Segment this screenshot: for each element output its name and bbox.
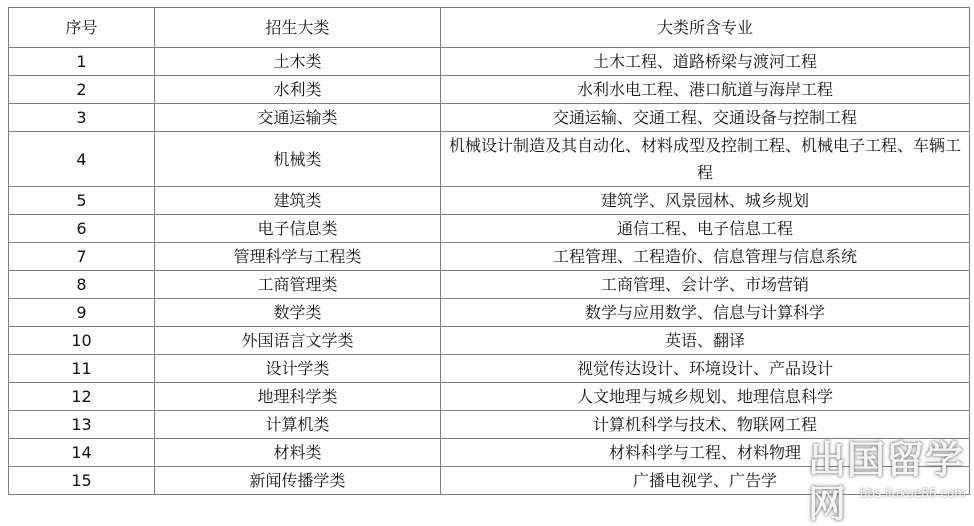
table-row (9, 187, 970, 215)
table-row (9, 327, 970, 355)
row-no: 13 (9, 411, 155, 439)
row-majors: 土木工程、道路桥梁与渡河工程 (441, 48, 970, 76)
row-no: 4 (9, 132, 155, 187)
row-category: 外国语言文学类 (155, 327, 441, 355)
row-majors: 计算机科学与技术、物联网工程 (441, 411, 970, 439)
table-row (9, 104, 970, 132)
row-majors: 建筑学、风景园林、城乡规划 (441, 187, 970, 215)
table-row (9, 467, 970, 495)
header-row (9, 8, 970, 48)
row-category: 管理科学与工程类 (155, 243, 441, 271)
table-row (9, 48, 970, 76)
row-majors: 工程管理、工程造价、信息管理与信息系统 (441, 243, 970, 271)
row-no: 12 (9, 383, 155, 411)
table-row (9, 132, 970, 187)
table-row (9, 439, 970, 467)
row-category: 计算机类 (155, 411, 441, 439)
table-row (9, 271, 970, 299)
row-category: 土木类 (155, 48, 441, 76)
row-category: 机械类 (155, 132, 441, 187)
row-no: 7 (9, 243, 155, 271)
watermark-url: bbs.liuxue86.com (859, 486, 966, 500)
row-category: 工商管理类 (155, 271, 441, 299)
row-no: 15 (9, 467, 155, 495)
row-no: 2 (9, 76, 155, 104)
majors-table (8, 7, 970, 495)
row-majors: 英语、翻译 (441, 327, 970, 355)
row-category: 新闻传播学类 (155, 467, 441, 495)
row-category: 水利类 (155, 76, 441, 104)
row-majors: 视觉传达设计、环境设计、产品设计 (441, 355, 970, 383)
row-majors: 机械设计制造及其自动化、材料成型及控制工程、机械电子工程、车辆工程 (441, 132, 970, 187)
row-majors: 材料科学与工程、材料物理 (441, 439, 970, 467)
row-no: 8 (9, 271, 155, 299)
header-no: 序号 (9, 8, 155, 48)
table-row (9, 243, 970, 271)
table-row (9, 76, 970, 104)
table-row (9, 299, 970, 327)
row-majors: 通信工程、电子信息工程 (441, 215, 970, 243)
row-no: 6 (9, 215, 155, 243)
row-category: 建筑类 (155, 187, 441, 215)
row-category: 电子信息类 (155, 215, 441, 243)
row-category: 数学类 (155, 299, 441, 327)
row-no: 10 (9, 327, 155, 355)
header-majors: 大类所含专业 (441, 8, 970, 48)
row-majors: 交通运输、交通工程、交通设备与控制工程 (441, 104, 970, 132)
row-majors: 水利水电工程、港口航道与海岸工程 (441, 76, 970, 104)
row-majors: 数学与应用数学、信息与计算科学 (441, 299, 970, 327)
row-category: 交通运输类 (155, 104, 441, 132)
row-no: 1 (9, 48, 155, 76)
watermark-logo: 出国留学网 (808, 438, 965, 526)
row-no: 9 (9, 299, 155, 327)
row-majors: 广播电视学、广告学 (441, 467, 970, 495)
row-no: 11 (9, 355, 155, 383)
row-category: 地理科学类 (155, 383, 441, 411)
row-majors: 人文地理与城乡规划、地理信息科学 (441, 383, 970, 411)
row-no: 14 (9, 439, 155, 467)
table-row (9, 383, 970, 411)
row-category: 材料类 (155, 439, 441, 467)
row-majors: 工商管理、会计学、市场营销 (441, 271, 970, 299)
table-row (9, 215, 970, 243)
row-no: 5 (9, 187, 155, 215)
row-no: 3 (9, 104, 155, 132)
row-category: 设计学类 (155, 355, 441, 383)
header-category: 招生大类 (155, 8, 441, 48)
table-row (9, 355, 970, 383)
table-row (9, 411, 970, 439)
